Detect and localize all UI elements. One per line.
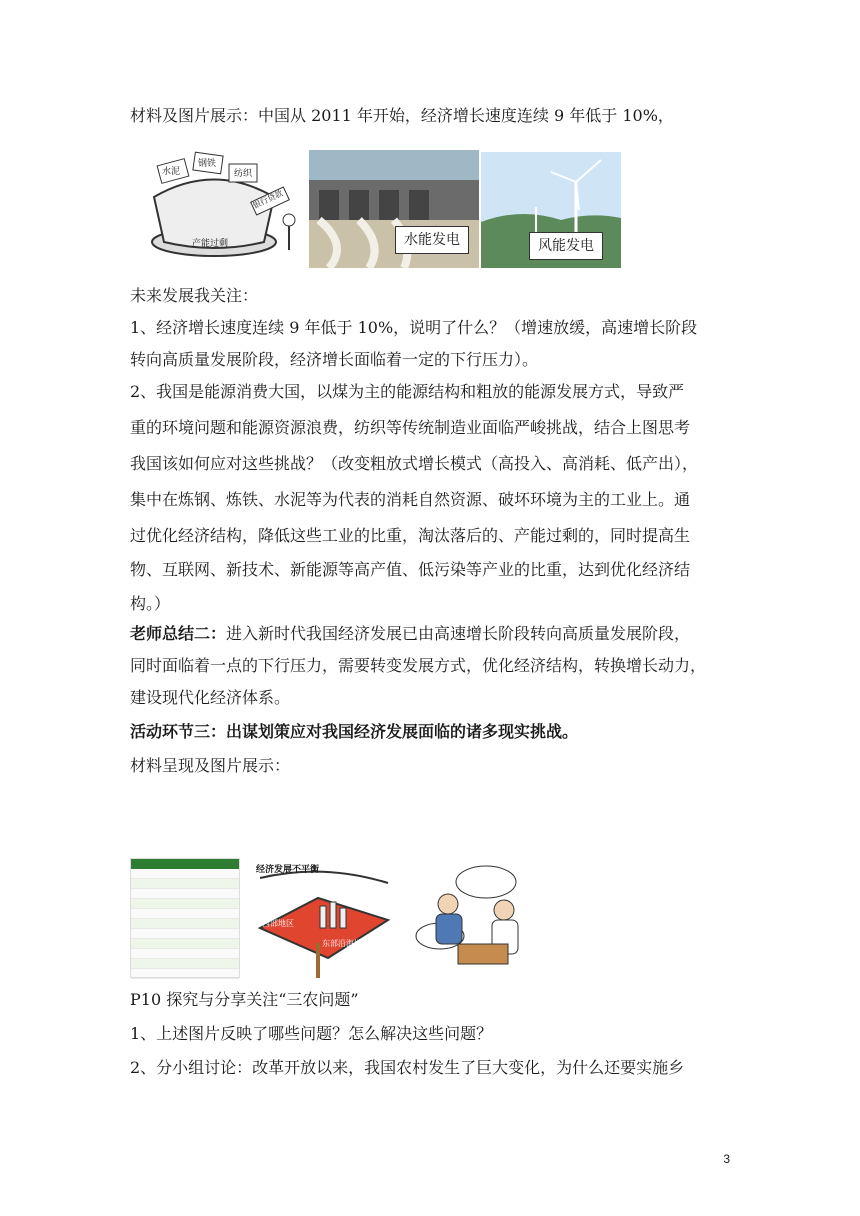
cartoon2-title: 经济发展不平衡 xyxy=(256,865,320,875)
text-line-11: 构。） xyxy=(130,594,171,613)
text-line-5: 2、我国是能源消费大国，以煤为主的能源结构和粗放的能源发展方式，导致严 xyxy=(130,382,685,401)
cartoon-label-cement: 水泥 xyxy=(162,167,181,177)
activity-heading: 活动环节三：出谋划策应对我国经济发展面临的诸多现实挑战。 xyxy=(130,722,579,741)
cartoon-label-overcapacity: 产能过剩 xyxy=(192,239,229,249)
text-line-7: 我国该如何应对这些挑战？（改变粗放式增长模式（高投入、高消耗、低产出）， xyxy=(130,454,699,473)
text-line-1: 材料及图片展示：中国从 2011 年开始，经济增长速度连续 9 年低于 10%， xyxy=(130,106,674,125)
hydro-caption: 水能发电 xyxy=(395,226,469,254)
page-number: 3 xyxy=(723,1152,730,1166)
hydropower-photo xyxy=(309,150,479,268)
summary-line-1 xyxy=(130,624,690,644)
imbalance-cartoon xyxy=(248,858,396,978)
summary-text-1: 进入新时代我国经济发展已由高速增长阶段转向高质量发展阶段， xyxy=(226,624,691,643)
summary-line-2: 同时面临着一点的下行压力，需要转变发展方式，优化经济结构，转换增长动力， xyxy=(130,656,707,675)
wind-power-photo xyxy=(481,152,621,268)
tail-line-2: 1、上述图片反映了哪些问题？怎么解决这些问题？ xyxy=(130,1024,493,1043)
tail-line-3: 2、分小组讨论：改革开放以来，我国农村发生了巨大变化，为什么还要实施乡 xyxy=(130,1058,685,1077)
cartoon2-west: 西部地区 xyxy=(262,919,294,928)
text-line-3: 1、经济增长速度连续 9 年低于 10%，说明了什么？（增速放缓，高速增长阶段 xyxy=(130,318,698,337)
text-line-2: 未来发展我关注： xyxy=(130,286,259,305)
wind-caption: 风能发电 xyxy=(529,232,603,260)
text-line-8: 集中在炼钢、炼铁、水泥等为代表的消耗自然资源、破坏环境为主的工业上。通 xyxy=(130,490,691,509)
cartoon-label-loan: 银行贷款 xyxy=(251,188,285,211)
rural-health-cartoon xyxy=(408,860,534,972)
summary-label: 老师总结二： xyxy=(130,624,227,643)
cartoon-label-textile: 纺织 xyxy=(234,169,253,179)
material-intro: 材料呈现及图片展示： xyxy=(130,756,291,775)
cartoon2-east: 东部沿海地区 xyxy=(322,939,370,948)
tail-line-1: P10 探究与分享关注“三农问题” xyxy=(130,990,359,1009)
text-line-9: 过优化经济结构，降低这些工业的比重，淘汰落后的、产能过剩的，同时提高生 xyxy=(130,526,691,545)
text-line-10: 物、互联网、新技术、新能源等高产值、低污染等产业的比重，达到优化经济结 xyxy=(130,560,691,579)
regional-data-table-image xyxy=(130,858,240,978)
overcapacity-cartoon xyxy=(134,142,304,262)
cartoon-label-steel: 钢铁 xyxy=(198,159,217,169)
text-line-4: 转向高质量发展阶段，经济增长面临着一定的下行压力）。 xyxy=(130,350,539,369)
summary-line-3: 建设现代化经济体系。 xyxy=(130,688,291,707)
text-line-6: 重的环境问题和能源资源浪费，纺织等传统制造业面临严峻挑战，结合上图思考 xyxy=(130,418,691,437)
